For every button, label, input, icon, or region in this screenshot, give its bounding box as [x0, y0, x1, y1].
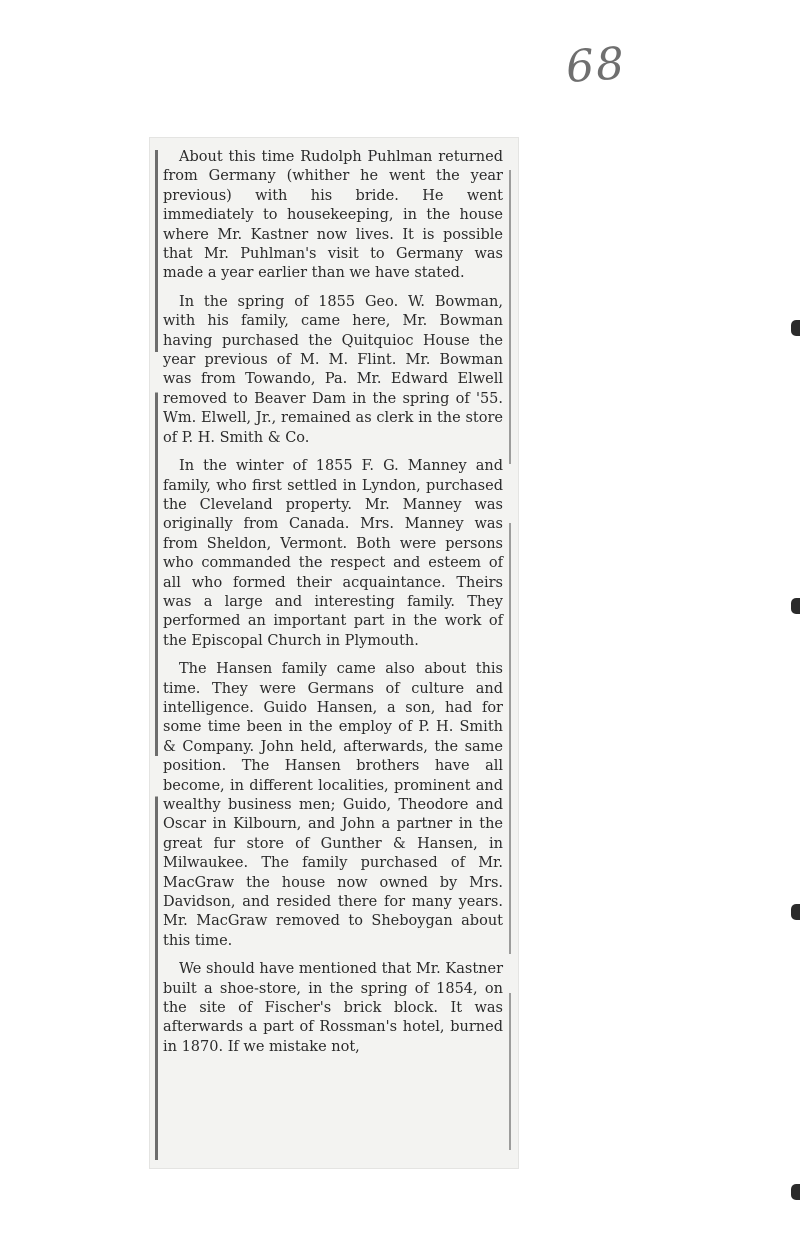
- clipping-left-edge: [155, 150, 158, 1160]
- clipping-right-edge: [509, 170, 511, 1150]
- binder-punch-hole: [791, 1184, 800, 1200]
- paragraph-bowman: In the spring of 1855 Geo. W. Bowman, with his family, came here, Mr. Bowman having purchased the Quitquioc House the year previous of M. M. Flint. Mr. Bowman was from Towando, Pa. Mr. Edward Elwell removed to Beaver Dam in the spring of '55. Wm. Elwell, Jr., remained as clerk in the store of P. H. Smith & Co.: [163, 293, 503, 446]
- paragraph-kastner: We should have mentioned that Mr. Kastner built a shoe-store, in the spring of 1854, on the site of Fischer's brick block. It was afterwards a part of Rossman's hotel, burned in 1870. If we mistake not,: [163, 961, 503, 1055]
- article-text: [163, 148, 503, 1066]
- page-number: 68: [564, 37, 628, 94]
- binder-punch-hole: [791, 598, 800, 614]
- paragraph-hansen: The Hansen family came also about this time. They were Germans of culture and intelligence. Guido Hansen, a son, had for some time been in the employ of P. H. Smith & Company. John held, afterwards, the same position. The Hansen brothers have all become, in different localities, prominent and wealthy business men; Guido, Theodore and Oscar in Kilbourn, and John a partner in the great fur store of Gunther & Hansen, in Milwaukee. The family purchased of Mr. MacGraw the house now owned by Mrs. Davidson, and resided there for many years. Mr. MacGraw removed to Sheboygan about this time.: [163, 661, 503, 949]
- binder-punch-hole: [791, 320, 800, 336]
- binder-punch-hole: [791, 904, 800, 920]
- paragraph-manney: In the winter of 1855 F. G. Manney and family, who first settled in Lyndon, purchased the Cleveland property. Mr. Manney was originally from Canada. Mrs. Manney was from Sheldon, Vermont. Both were persons who commanded the respect and esteem of all who formed their acquaintance. Theirs was a large and interesting family. They performed an important part in the work of the Episcopal Church in Plymouth.: [163, 458, 503, 649]
- paragraph-puhlman: About this time Rudolph Puhlman returned from Germany (whither he went the year previous) with his bride. He went immediately to housekeeping, in the house where Mr. Kastner now lives. It is possible that Mr. Puhlman's visit to Germany was made a year earlier than we have stated.: [163, 149, 503, 282]
